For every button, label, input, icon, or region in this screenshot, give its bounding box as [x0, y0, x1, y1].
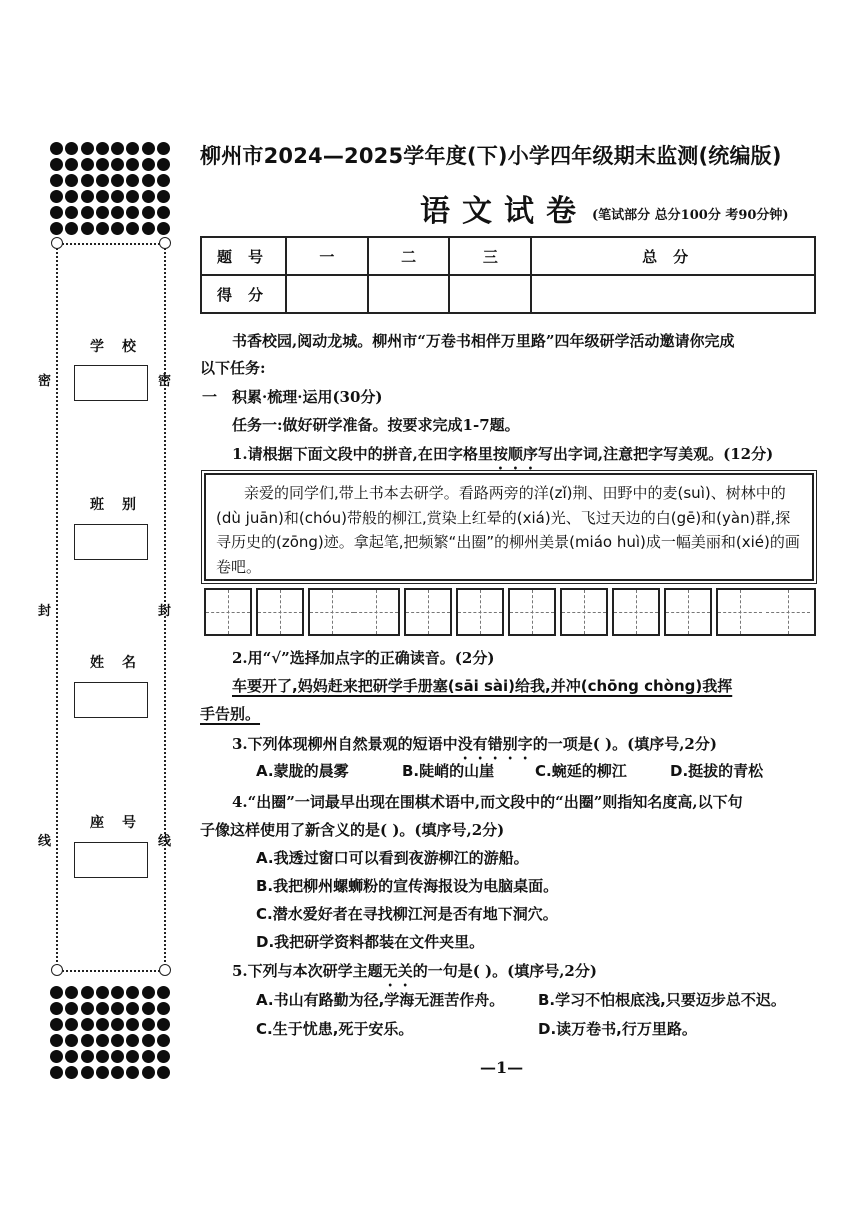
decorative-dot — [157, 190, 170, 203]
decorative-dot — [111, 1018, 124, 1031]
grid-box[interactable] — [204, 588, 252, 636]
question-5-emphasis: 无关 — [382, 962, 413, 980]
score-cell[interactable] — [286, 275, 368, 313]
decorative-dot — [50, 206, 63, 219]
decorative-dot — [126, 1066, 139, 1079]
grid-cell — [766, 590, 810, 634]
decorative-dot — [50, 1066, 63, 1079]
decorative-dot — [96, 158, 109, 171]
name-field[interactable] — [74, 682, 148, 718]
decorative-dot — [111, 1066, 124, 1079]
binding-hole-icon — [159, 964, 171, 976]
binding-hole-icon — [159, 237, 171, 249]
decorative-dot — [50, 1050, 63, 1063]
decorative-dot — [142, 986, 155, 999]
decorative-dot — [96, 142, 109, 155]
decorative-dot — [111, 222, 124, 235]
decorative-dot-block-top — [50, 142, 174, 235]
writing-grid — [204, 588, 816, 636]
decorative-dot — [65, 142, 78, 155]
grid-cell — [510, 590, 554, 634]
question-1 — [232, 441, 773, 473]
decorative-dot — [65, 174, 78, 187]
decorative-dot — [65, 158, 78, 171]
decorative-dot — [126, 222, 139, 235]
grid-cell — [718, 590, 762, 634]
decorative-dot — [142, 174, 155, 187]
intro-line-2: 以下任务: — [200, 359, 266, 377]
section-number: 一 — [202, 388, 218, 406]
decorative-dot — [111, 158, 124, 171]
binding-line-top — [62, 243, 164, 245]
score-table — [200, 236, 816, 314]
intro-line-1: 书香校园,阅动龙城。柳州市“万卷书相伴万里路”四年级研学活动邀请你完成 — [232, 332, 735, 350]
decorative-dot — [142, 1050, 155, 1063]
decorative-dot — [126, 1018, 139, 1031]
decorative-dot — [65, 1034, 78, 1047]
decorative-dot — [157, 1034, 170, 1047]
decorative-dot — [126, 986, 139, 999]
decorative-dot — [96, 190, 109, 203]
decorative-dot — [50, 222, 63, 235]
decorative-dot — [126, 206, 139, 219]
decorative-dot — [65, 1018, 78, 1031]
grid-box[interactable] — [256, 588, 304, 636]
question-5-text: 5.下列与本次研学主题 — [232, 962, 383, 980]
score-table-header-row — [201, 237, 815, 275]
decorative-dot — [157, 142, 170, 155]
decorative-dot — [65, 986, 78, 999]
grid-cell — [354, 590, 398, 634]
decorative-dot — [126, 1034, 139, 1047]
grid-cell — [406, 590, 450, 634]
grid-box[interactable] — [308, 588, 400, 636]
decorative-dot — [65, 1050, 78, 1063]
subject-note: (笔试部分 总分100分 考90分钟) — [592, 208, 789, 223]
side-label-class: 班别 — [90, 497, 154, 513]
decorative-dot — [96, 986, 109, 999]
grid-cell — [458, 590, 502, 634]
passage-box — [204, 473, 814, 581]
decorative-dot — [96, 1018, 109, 1031]
question-2-sentence-line-1: 车要开了,妈妈赶来把研学手册塞(sāi sài)给我,并冲(chōng chòng)我挥 — [232, 677, 733, 695]
school-field[interactable] — [74, 365, 148, 401]
decorative-dot — [157, 1002, 170, 1015]
question-4-line-2: 子像这样使用了新含义的是( )。(填序号,2分) — [200, 821, 505, 839]
question-1-text: 写出字词,注意把字写美观。(12分) — [537, 445, 774, 463]
score-cell[interactable] — [368, 275, 450, 313]
decorative-dot — [81, 1034, 94, 1047]
decorative-dot — [142, 1034, 155, 1047]
decorative-dot — [50, 1002, 63, 1015]
score-table-header-cell: 三 — [449, 237, 531, 275]
grid-cell — [562, 590, 606, 634]
question-3-text: 的一项是( )。(填序号,2分) — [532, 735, 717, 753]
decorative-dot — [65, 1002, 78, 1015]
decorative-dot — [96, 1002, 109, 1015]
seal-char-mi: 密 — [38, 374, 52, 389]
decorative-dot — [65, 190, 78, 203]
decorative-dot — [50, 1034, 63, 1047]
grid-cell — [614, 590, 658, 634]
decorative-dot — [96, 1050, 109, 1063]
question-2-sentence-line-2: 手告别。 — [200, 705, 261, 723]
score-table-header-cell: 总分 — [531, 237, 815, 275]
grid-box[interactable] — [612, 588, 660, 636]
decorative-dot — [81, 1050, 94, 1063]
decorative-dot — [65, 1066, 78, 1079]
decorative-dot — [111, 142, 124, 155]
decorative-dot — [96, 1066, 109, 1079]
question-3-option-b[interactable]: B.陡峭的山崖 — [402, 762, 495, 780]
decorative-dot — [81, 142, 94, 155]
question-4-option-d[interactable]: D.我把研学资料都装在文件夹里。 — [256, 933, 485, 951]
grid-cell — [310, 590, 354, 634]
question-3-option-c[interactable]: C.蜿延的柳江 — [535, 762, 627, 780]
decorative-dot — [157, 1050, 170, 1063]
decorative-dot — [157, 206, 170, 219]
question-5-option-a[interactable]: A.书山有路勤为径,学海无涯苦作舟。 — [256, 991, 505, 1009]
passage-text: 亲爱的同学们,带上书本去研学。看路两旁的洋(zǐ)荆、田野中的麦(suì)、树林中的(dù juān)和(chóu)带般的柳江,赏染上红晕的(xiá)光、飞过天边的白(gē)和(yàn)群,探寻历史的(zōng)迹。拿起笔,把频繁“出圈”的柳州美景(miáo huì)成一幅美丽和(xié)的画卷吧。 — [216, 484, 800, 576]
decorative-dot — [142, 158, 155, 171]
decorative-dot — [81, 222, 94, 235]
question-5-option-d[interactable]: D.读万卷书,行万里路。 — [538, 1020, 697, 1038]
class-field[interactable] — [74, 524, 148, 560]
decorative-dot — [81, 206, 94, 219]
decorative-dot — [50, 190, 63, 203]
question-2-text: ”选择加点字的正确读音。(2分) — [281, 649, 495, 667]
decorative-dot — [111, 174, 124, 187]
decorative-dot-block-bottom — [50, 986, 174, 1079]
decorative-dot — [126, 1002, 139, 1015]
page-number: —1— — [480, 1058, 524, 1077]
decorative-dot — [142, 206, 155, 219]
checkmark-icon: √ — [271, 649, 282, 667]
decorative-dot — [142, 1066, 155, 1079]
question-2-text: 2.用“ — [232, 649, 272, 667]
question-3-text: 3.下列体现柳州自然景观的短语中 — [232, 735, 458, 753]
question-1-text: 1.请根据下面文段中的拼音,在田字格里 — [232, 445, 493, 463]
grid-box[interactable] — [456, 588, 504, 636]
task-1-heading: 任务一:做好研学准备。按要求完成1-7题。 — [232, 416, 520, 434]
decorative-dot — [142, 222, 155, 235]
decorative-dot — [111, 1034, 124, 1047]
decorative-dot — [126, 174, 139, 187]
decorative-dot — [81, 1002, 94, 1015]
subject-title: 语文试卷 — [420, 194, 588, 229]
decorative-dot — [81, 1018, 94, 1031]
decorative-dot — [142, 1002, 155, 1015]
side-label-name: 姓名 — [90, 655, 154, 671]
grid-cell — [206, 590, 250, 634]
question-5-text: 的一句是( )。(填序号,2分) — [412, 962, 597, 980]
grid-box[interactable] — [404, 588, 452, 636]
decorative-dot — [126, 190, 139, 203]
question-4-option-c[interactable]: C.潜水爱好者在寻找柳江河是否有地下洞穴。 — [256, 905, 558, 923]
seal-char-xian: 线 — [158, 834, 172, 849]
decorative-dot — [126, 1050, 139, 1063]
question-3-option-d[interactable]: D.挺拔的青松 — [670, 762, 764, 780]
question-4-line-1: 4.“出圈”一词最早出现在围棋术语中,而文段中的“出圈”则指知名度高,以下句 — [232, 793, 743, 811]
score-cell[interactable] — [531, 275, 815, 313]
decorative-dot — [157, 158, 170, 171]
side-label-school: 学校 — [90, 339, 154, 355]
seat-number-field[interactable] — [74, 842, 148, 878]
decorative-dot — [50, 174, 63, 187]
decorative-dot — [111, 190, 124, 203]
score-table-score-row — [201, 275, 815, 313]
decorative-dot — [111, 206, 124, 219]
score-table-header-cell: 一 — [286, 237, 368, 275]
question-5 — [232, 958, 597, 990]
score-table-header-cell: 题号 — [201, 237, 286, 275]
decorative-dot — [50, 1018, 63, 1031]
exam-title: 柳州市2024—2025学年度(下)小学四年级期末监测(统编版) — [200, 144, 782, 168]
decorative-dot — [96, 222, 109, 235]
seal-char-mi: 密 — [158, 374, 172, 389]
decorative-dot — [126, 158, 139, 171]
grid-box[interactable] — [508, 588, 556, 636]
score-cell[interactable] — [449, 275, 531, 313]
decorative-dot — [81, 158, 94, 171]
decorative-dot — [111, 1002, 124, 1015]
grid-box[interactable] — [560, 588, 608, 636]
question-3-emphasis: 没有错别字 — [457, 735, 533, 753]
score-table-row-label: 得分 — [201, 275, 286, 313]
binding-line-bottom — [62, 970, 164, 972]
decorative-dot — [50, 142, 63, 155]
decorative-dot — [157, 1018, 170, 1031]
grid-box[interactable] — [716, 588, 816, 636]
question-5-option-b[interactable]: B.学习不怕根底浅,只要迈步总不迟。 — [538, 991, 786, 1009]
decorative-dot — [96, 206, 109, 219]
question-3-option-a[interactable]: A.蒙胧的晨雾 — [256, 762, 349, 780]
question-4-option-a[interactable]: A.我透过窗口可以看到夜游柳江的游船。 — [256, 849, 529, 867]
question-2 — [232, 645, 494, 671]
decorative-dot — [157, 986, 170, 999]
seal-char-feng: 封 — [38, 604, 52, 619]
score-table-header-cell: 二 — [368, 237, 450, 275]
decorative-dot — [142, 190, 155, 203]
seal-char-xian: 线 — [38, 834, 52, 849]
decorative-dot — [157, 1066, 170, 1079]
binding-hole-icon — [51, 237, 63, 249]
section-heading: 积累·梳理·运用(30分) — [232, 388, 383, 406]
decorative-dot — [126, 142, 139, 155]
seal-char-feng: 封 — [158, 604, 172, 619]
grid-cell — [666, 590, 710, 634]
grid-box[interactable] — [664, 588, 712, 636]
decorative-dot — [50, 986, 63, 999]
binding-hole-icon — [51, 964, 63, 976]
question-1-emphasis: 按顺序 — [492, 445, 538, 463]
grid-cell — [258, 590, 302, 634]
decorative-dot — [142, 1018, 155, 1031]
decorative-dot — [157, 222, 170, 235]
decorative-dot — [65, 222, 78, 235]
decorative-dot — [81, 986, 94, 999]
decorative-dot — [111, 986, 124, 999]
decorative-dot — [96, 174, 109, 187]
decorative-dot — [65, 206, 78, 219]
binding-line-left — [56, 243, 58, 970]
decorative-dot — [50, 158, 63, 171]
side-label-seat: 座号 — [90, 815, 154, 831]
decorative-dot — [81, 174, 94, 187]
decorative-dot — [142, 142, 155, 155]
decorative-dot — [81, 190, 94, 203]
decorative-dot — [111, 1050, 124, 1063]
decorative-dot — [81, 1066, 94, 1079]
question-4-option-b[interactable]: B.我把柳州螺蛳粉的宣传海报设为电脑桌面。 — [256, 877, 559, 895]
decorative-dot — [157, 174, 170, 187]
question-5-option-c[interactable]: C.生于忧患,死于安乐。 — [256, 1020, 414, 1038]
decorative-dot — [96, 1034, 109, 1047]
